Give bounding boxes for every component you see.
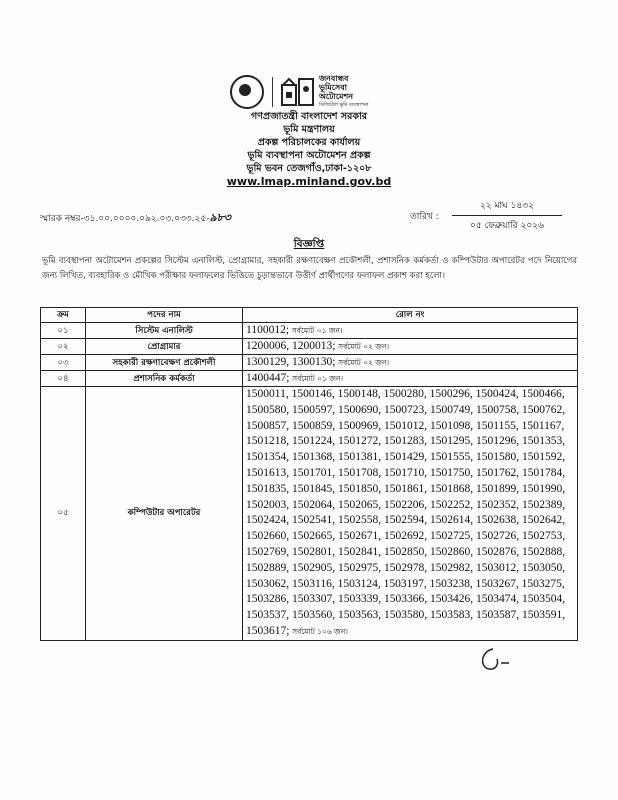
row-post: প্রশাসনিক কর্মকর্তা (86, 371, 243, 387)
row-serial: ০৩ (41, 355, 86, 371)
row-rolls (243, 339, 578, 355)
row-post: সহকারী রক্ষণাবেক্ষণ প্রকৌশলী (86, 355, 243, 371)
memo-label: স্মারক নম্বর-৩১.০০.০০০০.০৯২.০৩.০৩৩.২৫- (40, 214, 210, 224)
memo-number (40, 209, 231, 228)
date-english: ০৫ ফেব্রুয়ারি ২০২৬ (470, 221, 544, 231)
logo-text-line2: ভূমিসেবা (319, 83, 347, 92)
header-logos (230, 74, 369, 110)
logo-text-line1: জনবান্ধব (319, 74, 349, 83)
notice-title: বিজ্ঞপ্তি (293, 238, 325, 250)
letterhead-line2: ভূমি মন্ত্রণালয় (283, 124, 335, 135)
signature-icon (475, 645, 515, 675)
date-label: তারিখ : (410, 212, 439, 222)
table-row (41, 339, 578, 355)
roll-total: সর্বমোট ০২ জন। (338, 357, 390, 367)
header-post: পদের নাম (86, 308, 243, 323)
roll-numbers: 1400447; (246, 371, 290, 384)
row-serial: ০২ (41, 339, 86, 355)
letterhead-line5: ভূমি ভবন তেজগাঁও,ঢাকা-১২০৮ (246, 163, 372, 174)
government-seal-icon (230, 75, 264, 109)
roll-total: সর্বমোট ০১ জন। (291, 325, 343, 335)
date-bangla: ২২ মাঘ ১৪৩২ (452, 198, 562, 216)
table-row (41, 387, 578, 641)
row-rolls (243, 355, 578, 371)
table-header-row (41, 308, 578, 323)
table-row (41, 355, 578, 371)
letterhead-line4: ভূমি ব্যবস্থাপনা অটোমেশন প্রকল্প (247, 150, 371, 161)
row-serial: ০৫ (41, 387, 86, 641)
table-row (41, 371, 578, 387)
logo-text-line3: অটোমেশন (319, 92, 353, 101)
letterhead (0, 110, 618, 188)
header-roll: রোল নং (243, 308, 578, 323)
logo-divider (272, 77, 273, 107)
table-row (41, 323, 578, 339)
row-post: প্রোগ্রামার (86, 339, 243, 355)
letterhead-line3: প্রকল্প পরিচালকের কার্যালয় (257, 137, 361, 148)
row-post: সিস্টেম এনালিস্ট (86, 323, 243, 339)
memo-handwritten-number: ৯৮৩ (209, 211, 231, 224)
date-block (452, 198, 562, 233)
roll-numbers: 1200006, 1200013; (246, 339, 336, 352)
roll-total: সর্বমোট ০২ জন। (338, 341, 390, 351)
roll-numbers: 1100012; (246, 323, 290, 336)
header-serial: ক্রম (41, 308, 86, 323)
website-link[interactable]: www.lmap.minland.gov.bd (226, 175, 392, 188)
roll-total: সর্বমোট ১০৬ জন। (292, 626, 348, 636)
logo-tagline: ডিজিটাল ভূমি ব্যবস্থাপনা (319, 102, 369, 108)
logo-text (319, 74, 369, 110)
row-rolls (243, 323, 578, 339)
roll-numbers: 1300129, 1300130; (246, 355, 336, 368)
project-logo (281, 74, 369, 110)
results-table (40, 307, 578, 641)
roll-total: সর্বমোট ০১ জন। (292, 373, 344, 383)
row-rolls (243, 371, 578, 387)
row-serial: ০১ (41, 323, 86, 339)
row-rolls (243, 387, 578, 641)
row-post: কম্পিউটার অপারেটর (86, 387, 243, 641)
notice-body: ভূমি ব্যবস্থাপনা অটোমেশন প্রকল্পের সিস্টেম এনালিস্ট, প্রোগ্রামার, সহকারী রক্ষণাবেক্ষণ প্রকৌশলী, প্রশাসনিক কর্মকর্তা ও কম্পিউটার অপারেটর পদে নিয়োগের জন্য লিখিত, ব্যবহারিক ও মৌখিক পরীক্ষার ফলাফলের ভিত্তিতে চূড়ান্তভাবে উত্তীর্ণ প্রার্থীগণের ফলাফল প্রকাশ করা হলো। (42, 256, 577, 281)
letterhead-line1: গণপ্রজাতন্ত্রী বাংলাদেশ সরকার (251, 111, 367, 122)
roll-numbers: 1500011, 1500146, 1500148, 1500280, 1500296, 1500424, 1500466, 1500580, 1500597, 1500690, 1500723, 1500749, 1500758, 1500762, 1500857, 1500859, 1500969, 1501012, 1501098, 1501155, 1501167, 1501218, 1501224, 1501272, 1501283, 1501295, 1501296, 1501353, 1501354, 1501368, 1501381, 1501429, 1501555, 1501580, 1501592, 1501613, 1501701, 1501708, 1501710, 1501750, 1501762, 1501784, 1501835, 1501845, 1501850, 1501861, 1501868, 1501899, 1501990, 1502003, 1502064, 1502065, 1502206, 1502252, 1502352, 1502389, 1502424, 1502541, 1502558, 1502594, 1502614, 1502638, 1502642, 1502660, 1502665, 1502671, 1502692, 1502725, 1502726, 1502753, 1502769, 1502801, 1502841, 1502850, 1502860, 1502876, 1502888, 1502889, 1502905, 1502975, 1502978, 1502982, 1503012, 1503050, 1503062, 1503116, 1503124, 1503197, 1503238, 1503267, 1503275, 1503286, 1503307, 1503339, 1503366, 1503426, 1503474, 1503504, 1503537, 1503560, 1503563, 1503580, 1503583, 1503587, 1503591, 1503617; (246, 388, 566, 637)
house-grid-icon (281, 77, 315, 107)
row-serial: ০৪ (41, 371, 86, 387)
